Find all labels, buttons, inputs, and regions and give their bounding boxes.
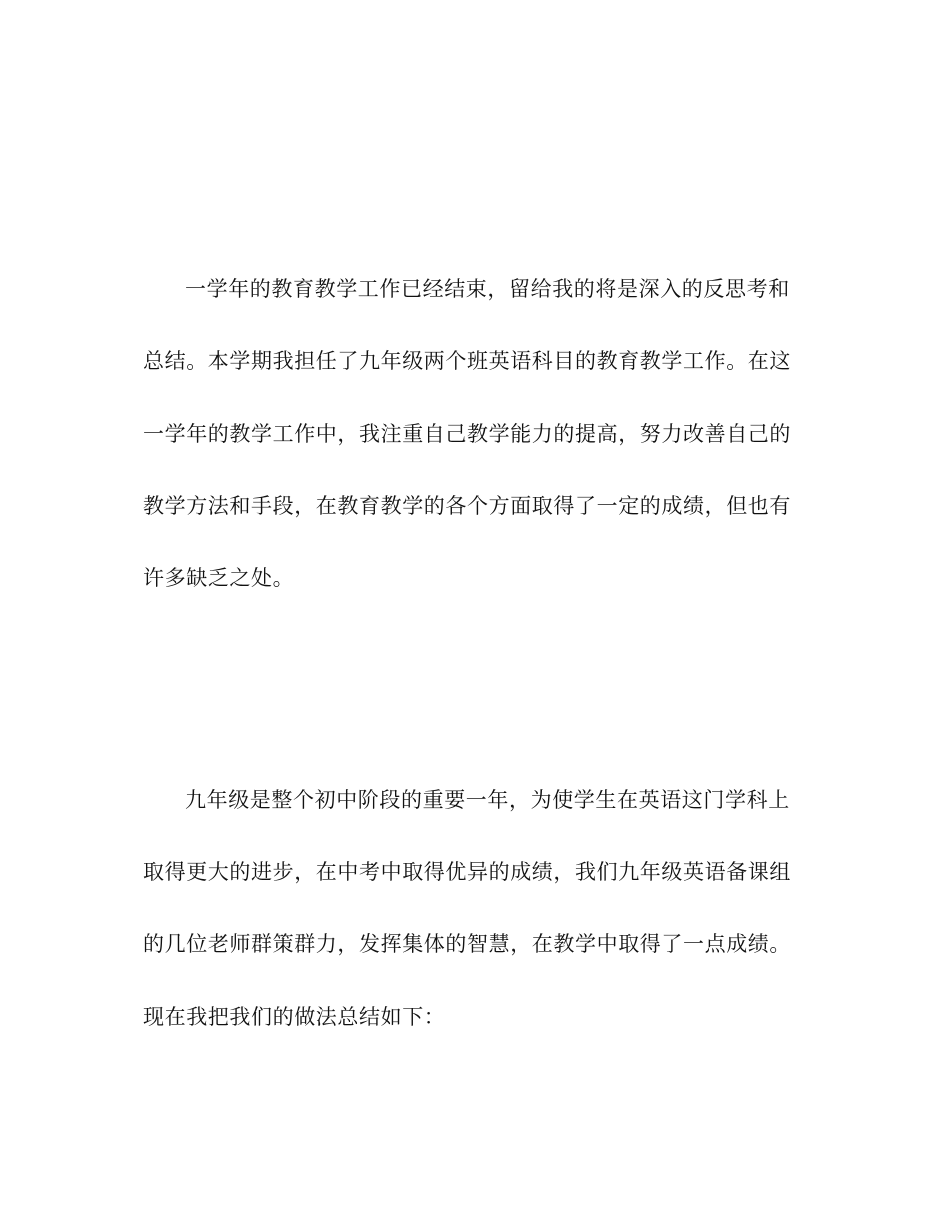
paragraph-line: 许多缺乏之处。 <box>143 566 295 590</box>
paragraph-line: 九年级是整个初中阶段的重要一年，为使学生在英语这门学科上 <box>185 788 790 812</box>
paragraph-line: 一学年的教育教学工作已经结束，留给我的将是深入的反思考和 <box>185 277 790 301</box>
paragraph-line: 教学方法和手段，在教育教学的各个方面取得了一定的成绩，但也有 <box>143 494 791 518</box>
paragraph-line: 现在我把我们的做法总结如下： <box>143 1005 446 1029</box>
paragraph-line: 取得更大的进步，在中考中取得优异的成绩，我们九年级英语备课组 <box>143 860 791 884</box>
paragraph-line: 的几位老师群策群力，发挥集体的智慧，在教学中取得了一点成绩。 <box>143 932 791 956</box>
paragraph-line: 总结。本学期我担任了九年级两个班英语科目的教育教学工作。在这 <box>143 349 791 373</box>
paragraph-line: 一学年的教学工作中，我注重自己教学能力的提高，努力改善自己的 <box>143 422 791 446</box>
